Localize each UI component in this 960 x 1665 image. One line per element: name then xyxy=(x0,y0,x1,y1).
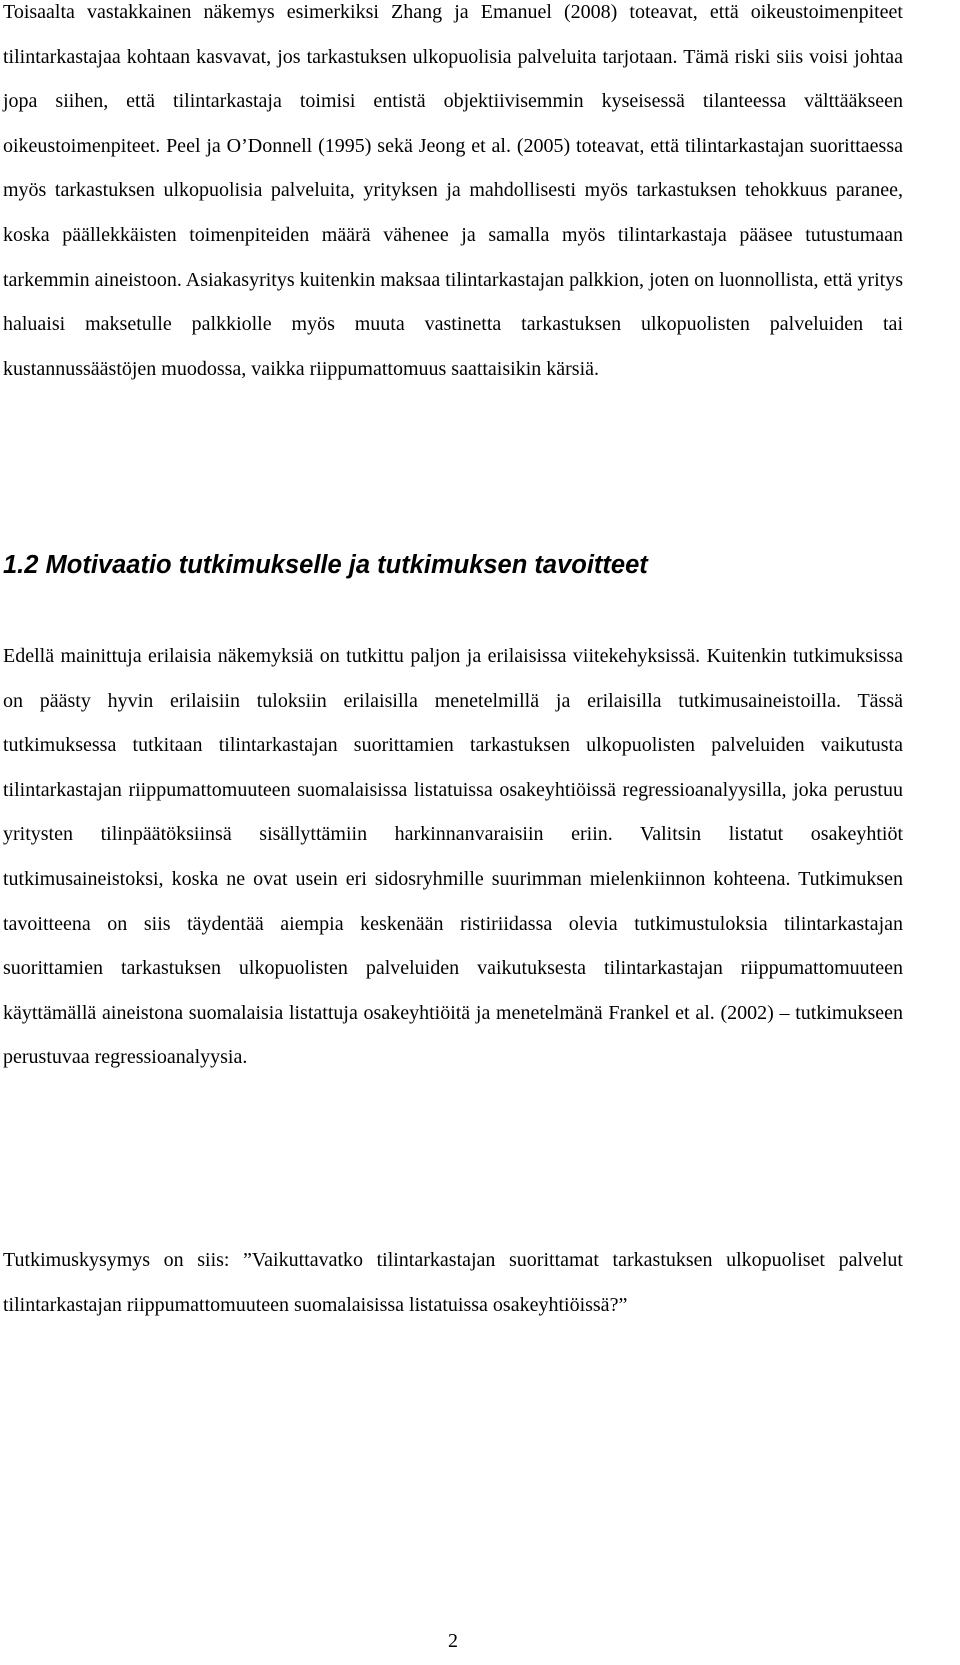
research-question-paragraph: Tutkimuskysymys on siis: ”Vaikuttavatko tilintarkastajan suorittamat tarkastuksen ulkopuoliset palvelut tilintarkastajan riippumattomuuteen suomalaisissa listatuissa osakeyhtiöissä?” xyxy=(3,1249,903,1316)
body-paragraph: Edellä mainittuja erilaisia näkemyksiä on tutkittu paljon ja erilaisissa viitekehyksissä. Kuitenkin tutkimuksissa on päästy hyvin erilaisiin tuloksiin erilaisilla menetelmillä ja erilaisilla tutkimusaineistoilla. Tässä tutkimuksessa tutkitaan tilintarkastajan suorittamien tarkastuksen ulkopuolisten palveluiden vaikutusta tilintarkastajan riippumattomuuteen suomalaisissa listatuissa osakeyhtiöissä regressioanalyysilla, joka perustuu yritysten tilinpäätöksiinsä sisällyttämiin harkinnanvaraisiin eriin. Valitsin listatut osakeyhtiöt tutkimusaineistoksi, koska ne ovat usein eri sidosryhmille suurimman mielenkiinnon kohteena. Tutkimuksen tavoitteena on siis täydentää aiempia keskenään ristiriidassa olevia tutkimustuloksia tilintarkastajan suorittamien tarkastuksen ulkopuolisten palveluiden vaikutuksesta tilintarkastajan riippumattomuuteen käyttämällä aineistona suomalaisia listattuja osakeyhtiöitä ja menetelmänä Frankel et al. (2002) – tutkimukseen perustuvaa regressioanalyysia. xyxy=(3,645,903,1069)
section-heading: 1.2 Motivaatio tutkimukselle ja tutkimuksen tavoitteet xyxy=(3,551,648,579)
page-number: 2 xyxy=(448,1630,458,1652)
body-paragraph: Toisaalta vastakkainen näkemys esimerkiksi Zhang ja Emanuel (2008) toteavat, että oikeustoimenpiteet tilintarkastajaa kohtaan kasvavat, jos tarkastuksen ulkopuolisia palveluita tarjotaan. Tämä riski siis voisi johtaa jopa siihen, että tilintarkastaja toimisi entistä objektiivisemmin kyseisessä tilanteessa välttääkseen oikeustoimenpiteet. Peel ja O’Donnell (1995) sekä Jeong et al. (2005) toteavat, että tilintarkastajan suorittaessa myös tarkastuksen ulkopuolisia palveluita, yrityksen ja mahdollisesti myös tarkastuksen tehokkuus paranee, koska päällekkäisten toimenpiteiden määrä vähenee ja samalla myös tilintarkastaja pääsee tutustumaan tarkemmin aineistoon. Asiakasyritys kuitenkin maksaa tilintarkastajan palkkion, joten on luonnollista, että yritys haluaisi maksetulle palkkiolle myös muuta vastinetta tarkastuksen ulkopuolisten palveluiden tai kustannussäästöjen muodossa, vaikka riippumattomuus saattaisikin kärsiä. xyxy=(3,1,903,380)
